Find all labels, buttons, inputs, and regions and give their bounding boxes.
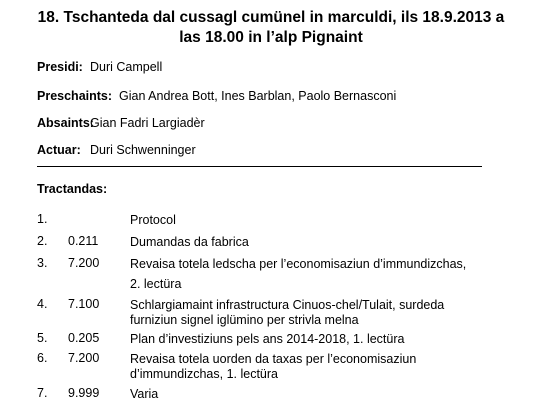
agenda-text: Plan d’investiziuns pels ans 2014-2018, 1. lectüra bbox=[130, 332, 405, 346]
agenda-code: 7.200 bbox=[68, 351, 100, 365]
title-line-2: las 18.00 in l’alp Pignaint bbox=[179, 29, 363, 46]
agenda-number: 7. bbox=[37, 386, 48, 400]
agenda-number: 3. bbox=[37, 256, 48, 270]
agenda-code: 0.211 bbox=[68, 234, 99, 248]
agenda-number: 2. bbox=[37, 234, 48, 248]
absaints-value: Gian Fadri Largiadèr bbox=[90, 116, 205, 130]
actuar-value: Duri Schwenninger bbox=[90, 143, 196, 157]
title-line-1: 18. Tschanteda dal cussagl cumünel in marculdi, ils 18.9.2013 a bbox=[37, 9, 505, 26]
agenda-text: Varia bbox=[130, 387, 159, 401]
agenda-text-continued: d’immundizchas, 1. lectüra bbox=[130, 367, 278, 381]
agenda-number: 6. bbox=[37, 351, 48, 365]
agenda-text-continued: 2. lectüra bbox=[130, 277, 182, 291]
agenda-text: Schlargiamaint infrastructura Cinuos-chel/Tulait, surdeda bbox=[130, 298, 445, 312]
agenda-number: 5. bbox=[37, 331, 48, 345]
agenda-code: 0.205 bbox=[68, 331, 100, 345]
agenda-text: Revaisa totela uorden da taxas per l’economisaziun bbox=[130, 352, 417, 366]
preschaints-label: Preschaints: bbox=[37, 89, 113, 103]
agenda-number: 4. bbox=[37, 297, 48, 311]
agenda-text-continued: furniziun signel iglümino per strivla melna bbox=[130, 313, 359, 327]
agenda-heading: Tractandas: bbox=[37, 182, 108, 196]
presidi-label: Presidi: bbox=[37, 60, 83, 74]
absaints-label: Absaints: bbox=[37, 116, 94, 130]
separator-line bbox=[37, 166, 482, 167]
document-title bbox=[0, 8, 542, 48]
presidi-value: Duri Campell bbox=[90, 60, 163, 74]
agenda-code: 7.100 bbox=[68, 297, 100, 311]
agenda-code: 9.999 bbox=[68, 386, 100, 400]
agenda-number: 1. bbox=[37, 212, 48, 226]
agenda-text: Dumandas da fabrica bbox=[130, 235, 249, 249]
agenda-text: Protocol bbox=[130, 213, 176, 227]
agenda-code: 7.200 bbox=[68, 256, 100, 270]
preschaints-value: Gian Andrea Bott, Ines Barblan, Paolo Bernasconi bbox=[119, 89, 397, 103]
actuar-label: Actuar: bbox=[37, 143, 81, 157]
agenda-text: Revaisa totela ledscha per l’economisaziun d’immundizchas, bbox=[130, 257, 467, 271]
